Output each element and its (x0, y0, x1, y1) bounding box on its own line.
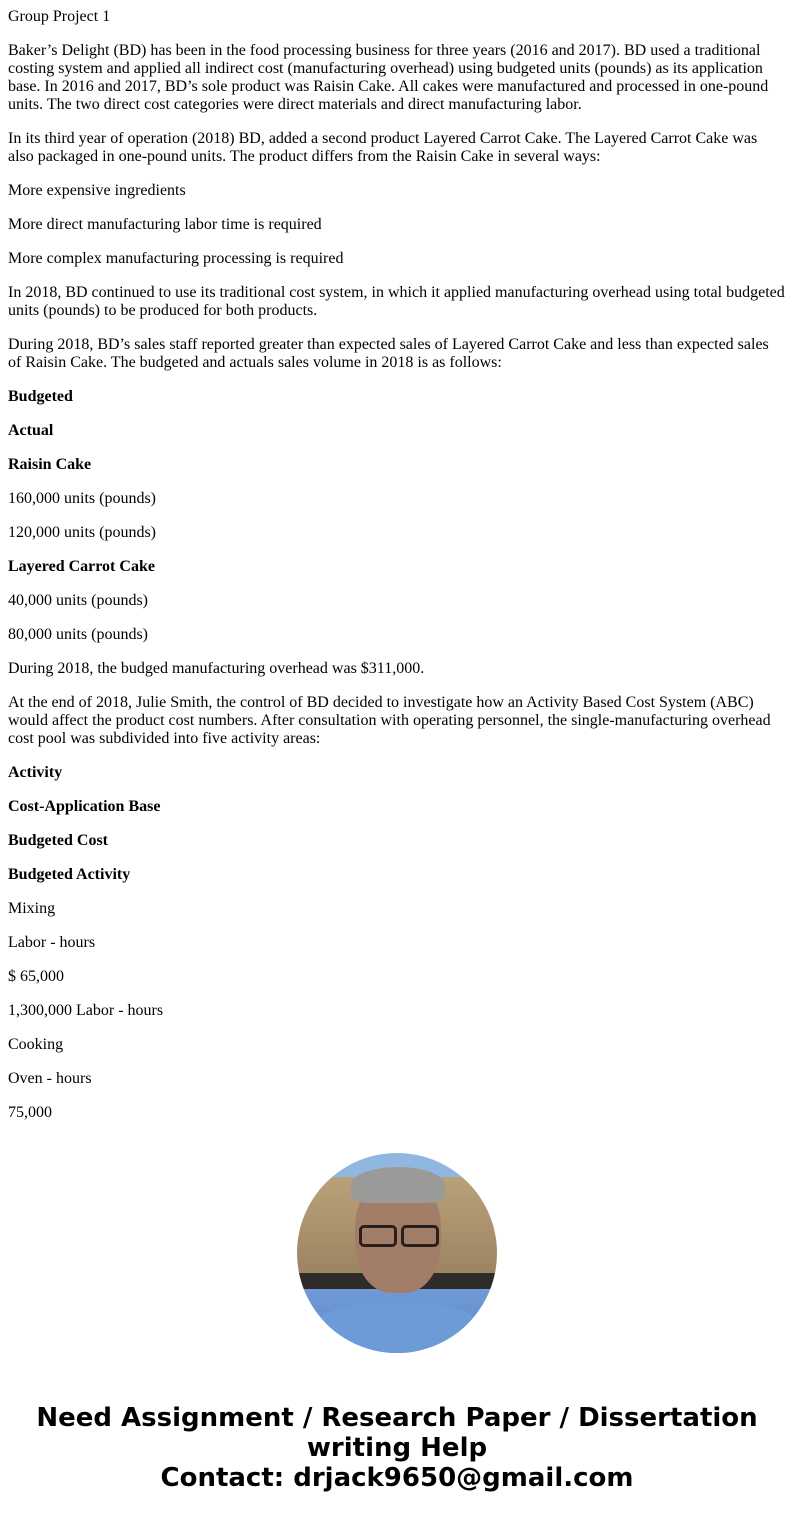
activity-header: Budgeted Activity (8, 866, 131, 883)
activity-cell: 1,300,000 Labor - hours (8, 1002, 164, 1019)
sales-budgeted-value: 40,000 units (pounds) (8, 592, 148, 609)
activity-cell: 75,000 (8, 1104, 52, 1121)
overhead-paragraph: During 2018, the budged manufacturing overhead was $311,000. (8, 660, 425, 677)
second-product-paragraph: In its third year of operation (2018) BD, added a second product Layered Carrot Cake. The Layered Carrot Cake was also packaged in one-pound units. The product differs from the Raisin Cake in several ways: (8, 130, 758, 165)
activity-cell: Cooking (8, 1036, 64, 1053)
difference-item: More expensive ingredients (8, 182, 186, 199)
promo-line: Need Assignment / Research Paper / Dissertation (36, 1403, 758, 1433)
difference-item: More direct manufacturing labor time is required (8, 216, 322, 233)
activity-header: Budgeted Cost (8, 832, 109, 849)
sales-actual-value: 80,000 units (pounds) (8, 626, 148, 643)
activity-cell: $ 65,000 (8, 968, 64, 985)
difference-item: More complex manufacturing processing is required (8, 250, 344, 267)
author-avatar (297, 1153, 497, 1353)
sales-budgeted-value: 160,000 units (pounds) (8, 490, 156, 507)
avatar-hair (351, 1167, 445, 1203)
document-title: Group Project 1 (8, 8, 111, 25)
sales-actual-value: 120,000 units (pounds) (8, 524, 156, 541)
sales-header-actual: Actual (8, 422, 54, 439)
activity-cell: Mixing (8, 900, 56, 917)
activity-cell: Oven - hours (8, 1070, 92, 1087)
activity-cell: Labor - hours (8, 934, 96, 951)
activity-header: Activity (8, 764, 63, 781)
activity-header: Cost-Application Base (8, 798, 161, 815)
promo-banner (0, 1403, 794, 1493)
sales-report-paragraph: During 2018, BD’s sales staff reported greater than expected sales of Layered Carrot Cake and less than expected sales of Raisin Cake. The budgeted and actuals sales volume in 2018 is as follows: (8, 336, 769, 371)
promo-contact: Contact: drjack9650@gmail.com (160, 1463, 634, 1493)
traditional-system-paragraph: In 2018, BD continued to use its traditional cost system, in which it applied manufacturing overhead using total budgeted units (pounds) to be produced for both products. (8, 284, 785, 319)
sales-product-name: Layered Carrot Cake (8, 558, 155, 575)
avatar-shirt (307, 1303, 487, 1353)
avatar-glasses-icon (359, 1225, 397, 1247)
document-body (8, 8, 786, 1138)
intro-paragraph: Baker’s Delight (BD) has been in the food processing business for three years (2016 and 2017). BD used a traditional costing system and applied all indirect cost (manufacturing overhead) using budgeted units (pounds) as its application base. In 2016 and 2017, BD’s sole product was Raisin Cake. All cakes were manufactured and processed in one-pound units. The two direct cost categories were direct materials and direct manufacturing labor. (8, 42, 769, 113)
sales-product-name: Raisin Cake (8, 456, 92, 473)
sales-header-budgeted: Budgeted (8, 388, 73, 405)
abc-intro-paragraph: At the end of 2018, Julie Smith, the control of BD decided to investigate how an Activity Based Cost System (ABC) would affect the product cost numbers. After consultation with operating personnel, the single-manufacturing overhead cost pool was subdivided into five activity areas: (8, 694, 771, 747)
promo-line: writing Help (306, 1433, 488, 1463)
avatar-glasses-icon (401, 1225, 439, 1247)
